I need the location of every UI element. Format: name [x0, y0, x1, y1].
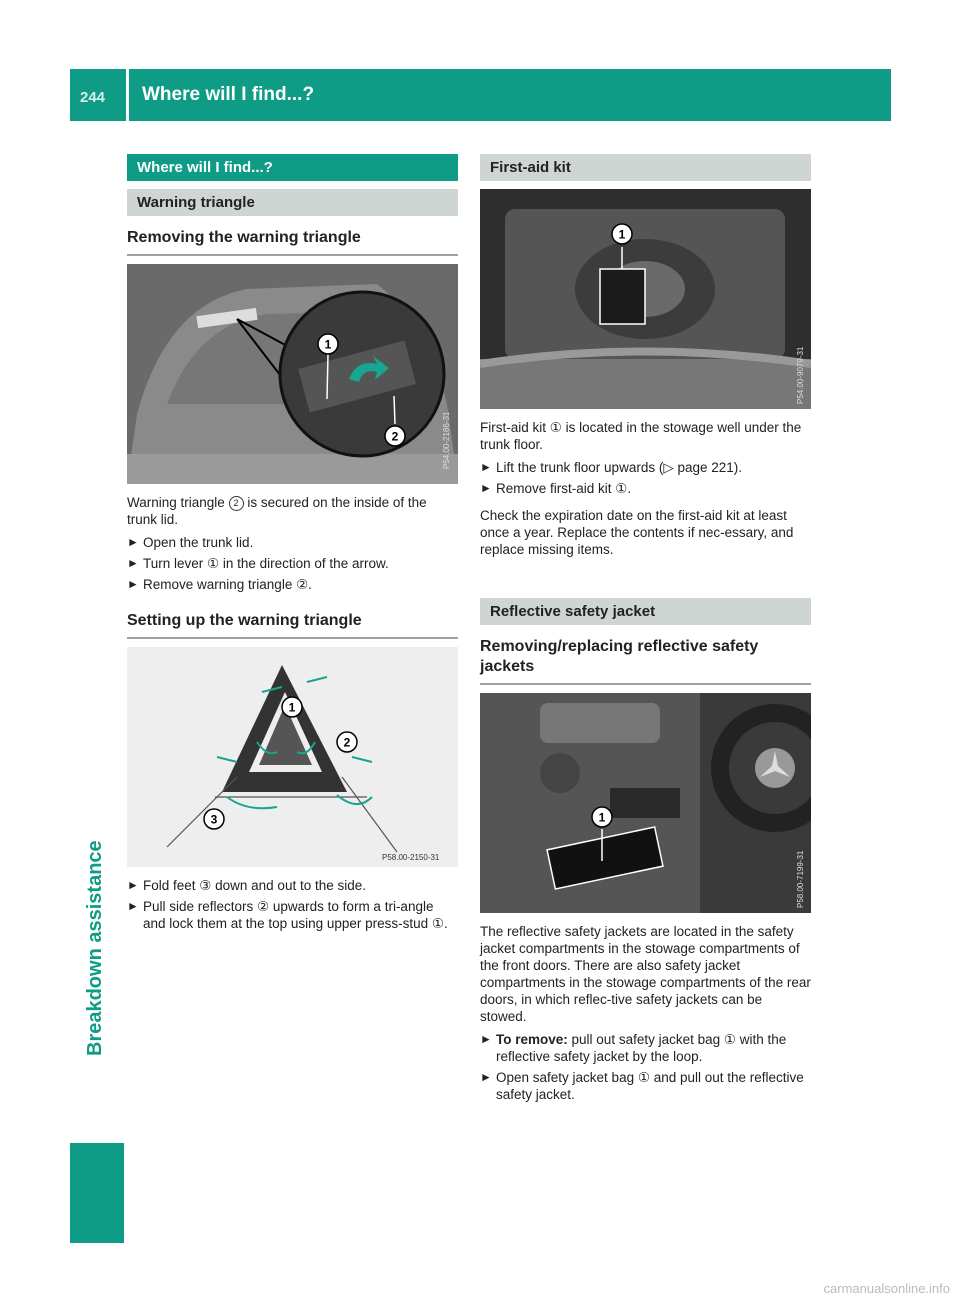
steps-removing [127, 534, 458, 593]
step-text: Lift the trunk floor upwards (▷ page 221). [496, 460, 743, 475]
heading-setting-up-triangle: Setting up the warning triangle [127, 611, 458, 639]
step-text: Remove first-aid kit ①. [496, 481, 632, 496]
step-arrow-icon: ► [127, 556, 139, 570]
subsection-warning-triangle: Warning triangle [127, 189, 458, 216]
callout-2-label: 2 [391, 429, 399, 444]
step-arrow-icon: ► [127, 577, 139, 591]
list-item [127, 555, 458, 572]
callout-2-label: 2 [343, 735, 351, 750]
header-separator [126, 69, 129, 121]
list-item [480, 1069, 811, 1103]
callout-2-icon: 2 [229, 496, 244, 511]
step-arrow-icon: ► [480, 1032, 492, 1046]
step-text: Remove warning triangle ②. [143, 577, 312, 592]
right-column [480, 154, 811, 1103]
text-part-b: is secured on the inside of the trunk lid. [127, 495, 427, 527]
section-title: Where will I find...? [127, 154, 458, 181]
step-bold-text: To remove: [496, 1032, 568, 1047]
step-text: Turn lever ① in the direction of the arrow. [143, 556, 389, 571]
text-jacket-location: The reflective safety jackets are located in the safety jacket compartments in the stowage compartments of the front doors. There are also safety jacket compartments in the stowage compartments of the rear doors, in which reflec-tive safety jackets can be stowed. [480, 924, 811, 1024]
image-code: P54.00-9079-31 [796, 346, 805, 404]
image-code: P58.00-7199-31 [796, 850, 805, 908]
step-text: Fold feet ③ down and out to the side. [143, 878, 366, 893]
image-code: P54.00-2186-31 [442, 411, 451, 469]
text-first-aid-location: First-aid kit ① is located in the stowage well under the trunk floor. [480, 420, 802, 452]
callout-1-label: 1 [598, 810, 606, 825]
left-column [127, 154, 458, 932]
text-part-a: Warning triangle [127, 495, 225, 510]
step-arrow-icon: ► [127, 899, 139, 913]
callout-3-label: 3 [210, 812, 218, 827]
page-number: 244 [80, 89, 106, 106]
callout-1-label: 1 [288, 700, 296, 715]
header-title: Where will I find...? [142, 84, 315, 105]
text-expiration: Check the expiration date on the first-aid kit at least once a year. Replace the contents if nec-essary, and replace missing items. [480, 508, 794, 557]
text-triangle-location [127, 494, 458, 528]
sidebar-tab [70, 1143, 124, 1243]
image-trunk-lid [127, 264, 458, 484]
step-text: Open the trunk lid. [143, 535, 254, 550]
step-text: Open safety jacket bag ① and pull out the reflective safety jacket. [496, 1070, 804, 1102]
list-item [127, 576, 458, 593]
list-item [127, 898, 458, 932]
step-arrow-icon: ► [480, 481, 492, 495]
steps-jackets [480, 1031, 811, 1103]
callout-1-label: 1 [324, 337, 332, 352]
sidebar-label: Breakdown assistance [84, 840, 106, 1056]
list-item [480, 459, 811, 476]
step-arrow-icon: ► [127, 878, 139, 892]
step-text: pull out safety jacket bag ① with the reflective safety jacket by the loop. [496, 1032, 787, 1064]
image-trunk-well [480, 189, 811, 409]
list-item [127, 534, 458, 551]
list-item [480, 480, 811, 497]
heading-removing-triangle: Removing the warning triangle [127, 228, 458, 256]
heading-removing-jackets: Removing/replacing reflective safety jackets [480, 637, 811, 685]
image-code: P58.00-2150-31 [382, 853, 440, 862]
step-arrow-icon: ► [480, 1070, 492, 1084]
step-arrow-icon: ► [127, 535, 139, 549]
step-arrow-icon: ► [480, 460, 492, 474]
subsection-first-aid-kit: First-aid kit [480, 154, 811, 181]
steps-setting-up [127, 877, 458, 932]
image-door-compartment [480, 693, 811, 913]
page-header [70, 69, 891, 121]
callout-1-label: 1 [618, 227, 626, 242]
subsection-reflective-jacket: Reflective safety jacket [480, 598, 811, 625]
watermark: carmanualsonline.info [823, 1281, 950, 1296]
steps-first-aid [480, 459, 811, 497]
image-warning-triangle [127, 647, 458, 867]
list-item [127, 877, 458, 894]
list-item [480, 1031, 811, 1065]
step-text: Pull side reflectors ② upwards to form a tri-angle and lock them at the top using upper press-stud ①. [143, 899, 448, 931]
